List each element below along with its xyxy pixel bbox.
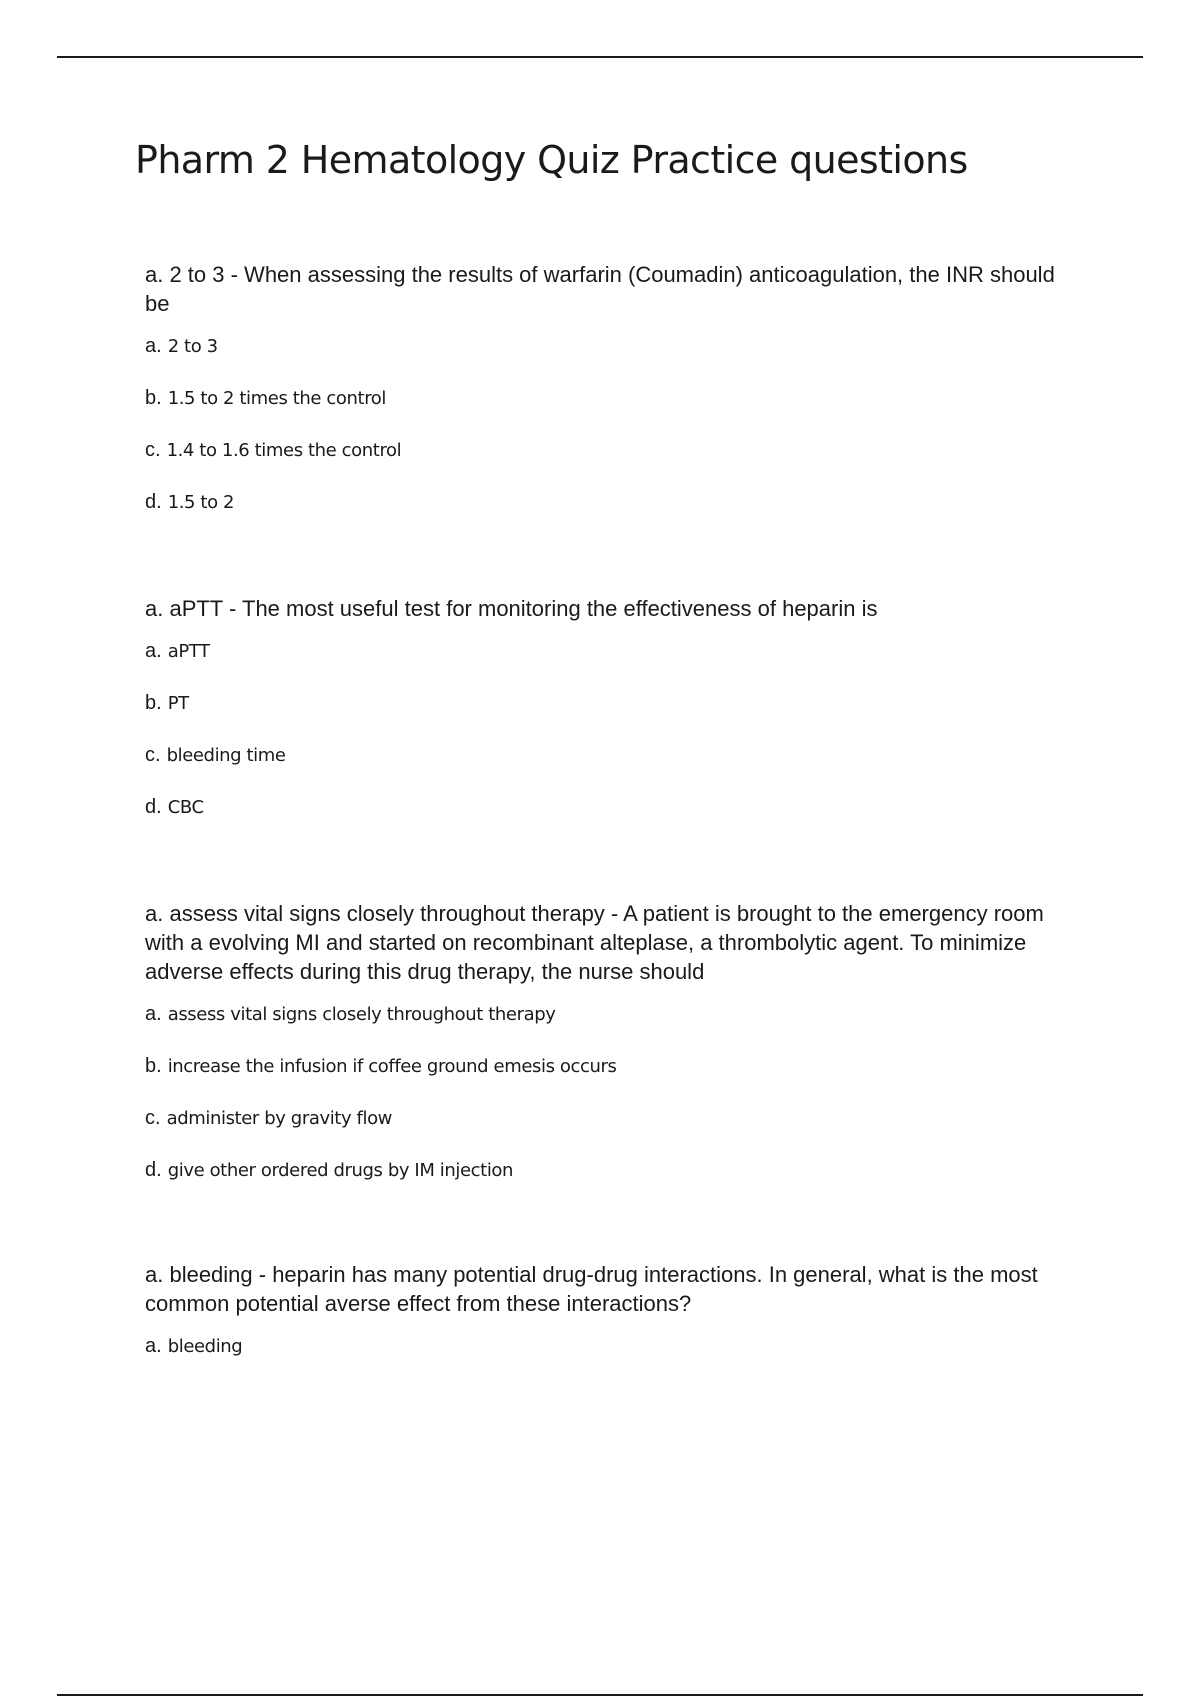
answer-option	[145, 438, 1075, 463]
answer-option	[145, 691, 1075, 716]
option-text: PT	[167, 693, 189, 714]
answer-option	[145, 1106, 1075, 1131]
option-letter: c.	[145, 439, 161, 461]
option-text: aPTT	[167, 641, 210, 662]
option-text: bleeding	[167, 1336, 243, 1357]
question-stem: a. bleeding - heparin has many potential drug-drug interactions. In general, what is the most common potential averse effect from these interactions?	[145, 1262, 1038, 1316]
question-stem: a. 2 to 3 - When assessing the results of warfarin (Coumadin) anticoagulation, the INR should be	[145, 262, 1055, 316]
option-letter: a.	[145, 335, 162, 357]
answer-option	[145, 1054, 1075, 1079]
answer-option	[145, 334, 1075, 359]
option-letter: d.	[145, 796, 162, 818]
option-text: assess vital signs closely throughout therapy	[167, 1004, 556, 1025]
option-letter: b.	[145, 387, 162, 409]
option-letter: b.	[145, 1055, 162, 1077]
answer-option	[145, 1334, 1075, 1359]
question-3	[145, 899, 1075, 1210]
option-letter: c.	[145, 744, 161, 766]
question-2	[145, 594, 1075, 847]
answer-option	[145, 795, 1075, 820]
option-text: 2 to 3	[167, 336, 218, 357]
option-letter: a.	[145, 1335, 162, 1357]
option-letter: d.	[145, 1159, 162, 1181]
answer-option	[145, 1158, 1075, 1183]
option-text: CBC	[167, 797, 204, 818]
option-text: increase the infusion if coffee ground emesis occurs	[167, 1056, 617, 1077]
option-text: 1.4 to 1.6 times the control	[166, 440, 402, 461]
question-4	[145, 1260, 1075, 1386]
answer-option	[145, 743, 1075, 768]
option-text: 1.5 to 2 times the control	[167, 388, 387, 409]
option-letter: a.	[145, 640, 162, 662]
option-letter: a.	[145, 1003, 162, 1025]
answer-option	[145, 1002, 1075, 1027]
top-rule	[57, 56, 1143, 58]
answer-option	[145, 639, 1075, 664]
option-text: give other ordered drugs by IM injection	[167, 1160, 514, 1181]
option-letter: d.	[145, 491, 162, 513]
answer-option	[145, 490, 1075, 515]
option-text: 1.5 to 2	[167, 492, 235, 513]
option-letter: c.	[145, 1107, 161, 1129]
option-letter: b.	[145, 692, 162, 714]
page-title: Pharm 2 Hematology Quiz Practice questions	[135, 138, 968, 182]
option-text: bleeding time	[166, 745, 286, 766]
question-stem: a. aPTT - The most useful test for monitoring the effectiveness of heparin is	[145, 596, 878, 621]
question-1	[145, 260, 1075, 542]
option-text: administer by gravity flow	[166, 1108, 393, 1129]
bottom-rule	[57, 1694, 1143, 1696]
answer-option	[145, 386, 1075, 411]
question-stem: a. assess vital signs closely throughout therapy - A patient is brought to the emergency room with a evolving MI and started on recombinant alteplase, a thrombolytic agent. To minimize adverse effects during this drug therapy, the nurse should	[145, 901, 1044, 984]
